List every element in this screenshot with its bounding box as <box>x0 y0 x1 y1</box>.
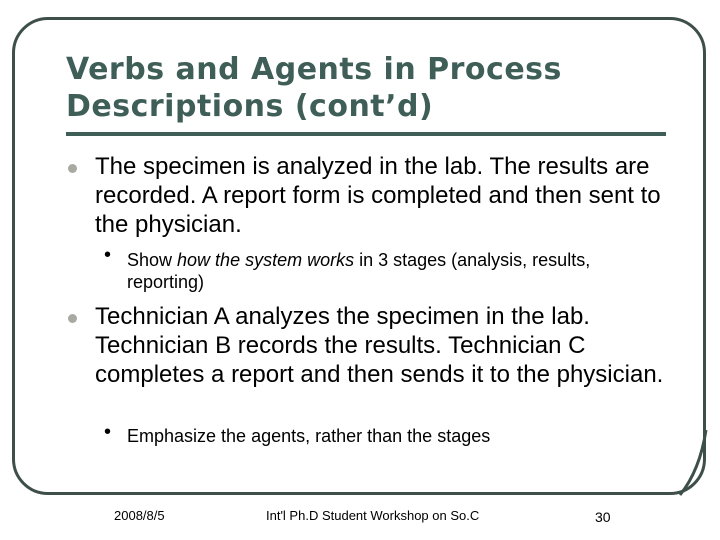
sub-bullet-marker-1: • <box>104 244 112 266</box>
footer-event: Int'l Ph.D Student Workshop on So.C <box>266 508 480 523</box>
sub-bullet-1-text <box>127 249 647 293</box>
bullet-dot-1 <box>68 164 77 173</box>
bullet-2-text: Technician A analyzes the specimen in the lab. Technician B records the results. Technician C completes a report and then sends it to the physician. <box>95 303 664 388</box>
sub-bullet-1-suffix: in 3 stages (analysis, results, reporting) <box>127 250 591 292</box>
slide-title: Verbs and Agents in Process Descriptions (cont’d) <box>66 52 562 124</box>
sub-bullet-2-text: Emphasize the agents, rather than the stages <box>127 426 491 446</box>
sub-bullet-1-emphasis: how the system works <box>177 250 355 270</box>
footer-date: 2008/8/5 <box>114 508 165 523</box>
sub-bullet-marker-2: • <box>104 421 112 443</box>
footer-page-number: 30 <box>595 509 611 525</box>
sub-bullet-1-prefix: Show <box>127 250 178 270</box>
bullet-1-text: The specimen is analyzed in the lab. The results are recorded. A report form is completed and then sent to the physician. <box>95 153 661 238</box>
title-underline <box>66 132 666 136</box>
bullet-dot-2 <box>68 314 77 323</box>
